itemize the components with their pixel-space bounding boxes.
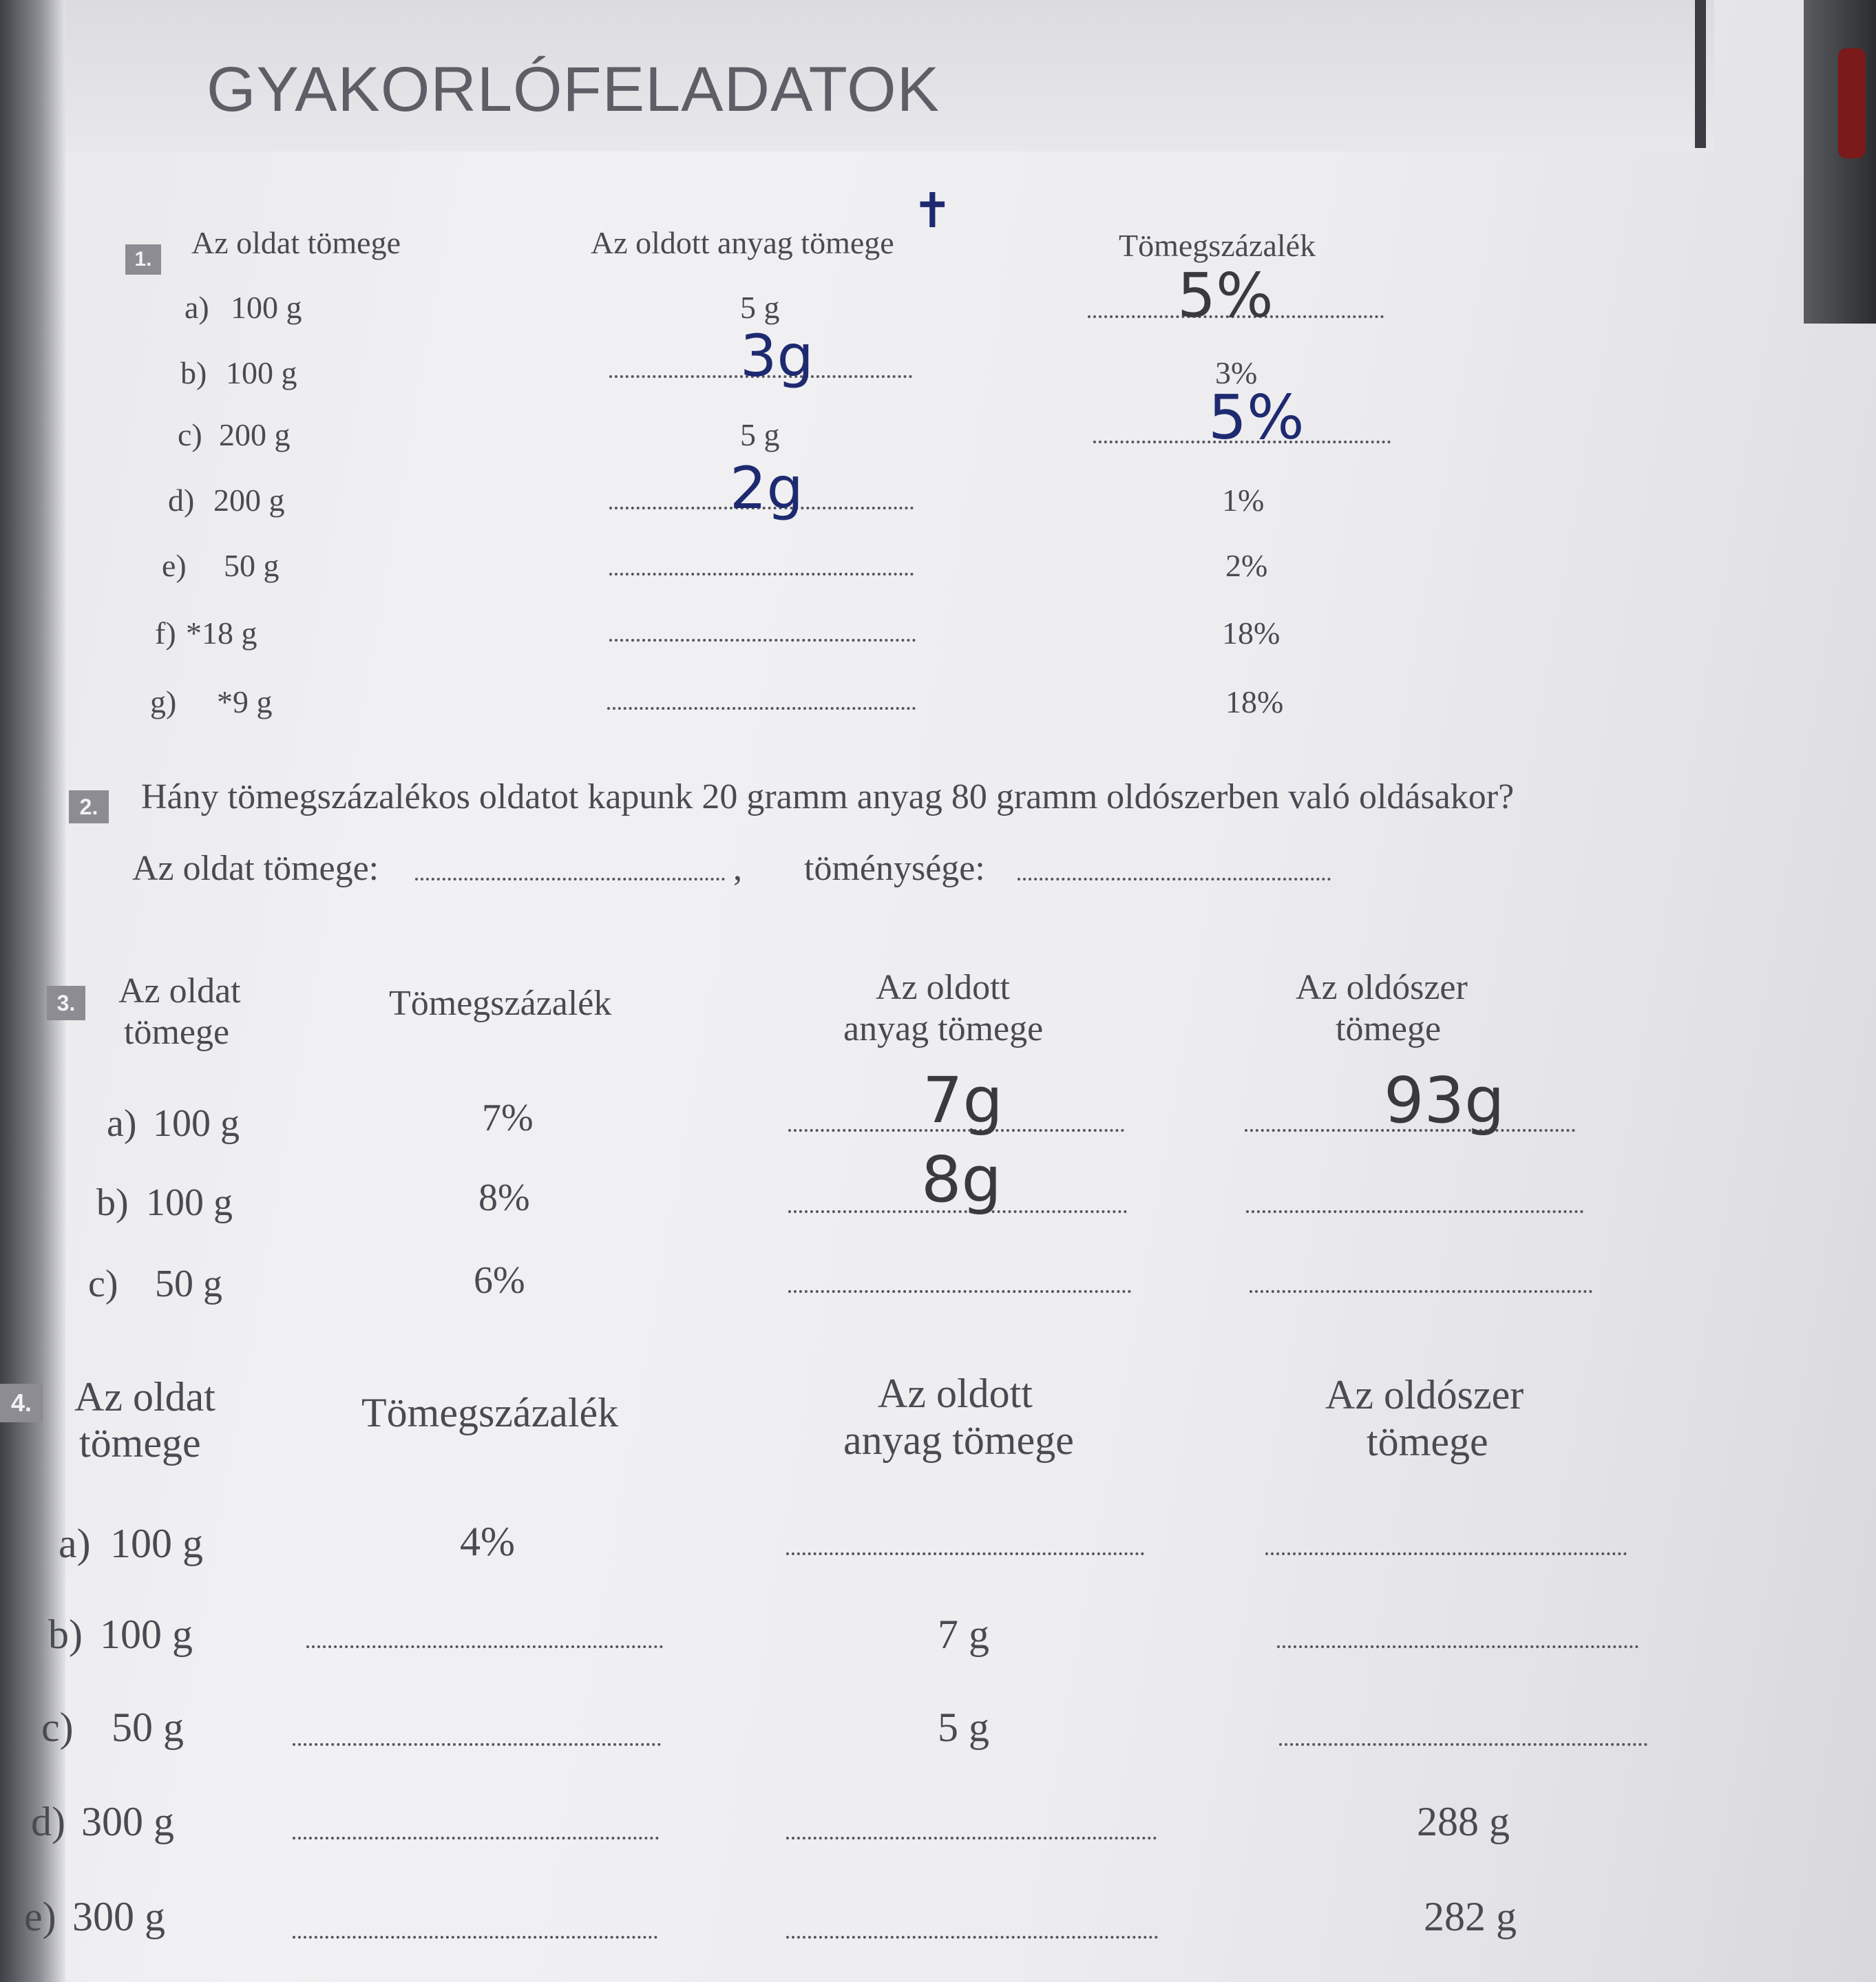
ex4-row-a-solute-blank[interactable] bbox=[786, 1552, 1144, 1555]
ex3-row-b-label: b) bbox=[96, 1181, 129, 1224]
ex4-row-b-solute: 7 g bbox=[938, 1612, 989, 1657]
ex1-header-solute-mass: Az oldott anyag tömege bbox=[591, 225, 894, 260]
ex1-header-mass-percent: Tömegszázalék bbox=[1119, 228, 1316, 263]
handwritten-answer: 2g bbox=[730, 454, 803, 522]
ex3-row-c-label: c) bbox=[88, 1263, 118, 1305]
ex4-header-mass-percent: Tömegszázalék bbox=[361, 1390, 619, 1435]
ex3-row-b-mass: 100 g bbox=[146, 1181, 233, 1224]
ex1-row-e-percent: 2% bbox=[1225, 548, 1268, 583]
ex1-row-b-percent: 3% bbox=[1215, 355, 1258, 390]
ex3-header-solvent-mass-1: Az oldószer bbox=[1296, 968, 1468, 1007]
ex2-question: Hány tömegszázalékos oldatot kapunk 20 gramm anyag 80 gramm oldószerben való oldásakor? bbox=[141, 777, 1515, 816]
ex4-row-b-percent-blank[interactable] bbox=[306, 1645, 663, 1648]
ex4-row-e-solute-blank[interactable] bbox=[786, 1936, 1158, 1939]
ex4-row-a-mass: 100 g bbox=[110, 1521, 203, 1566]
exercise-number-1: 1. bbox=[125, 244, 161, 275]
ex2-separator: , bbox=[733, 849, 742, 888]
ex1-row-d-percent: 1% bbox=[1222, 483, 1265, 518]
ex3-header-solute-mass-2: anyag tömege bbox=[843, 1009, 1044, 1048]
ex3-header-solution-mass-1: Az oldat bbox=[118, 971, 241, 1011]
ex1-row-a-label: a) bbox=[185, 290, 209, 325]
ex4-row-b-mass: 100 g bbox=[100, 1612, 193, 1657]
ex1-row-e-label: e) bbox=[162, 548, 187, 583]
ex1-row-d-mass: 200 g bbox=[213, 483, 285, 518]
ex4-row-b-label: b) bbox=[48, 1612, 83, 1657]
ex4-header-solution-mass-2: tömege bbox=[79, 1420, 201, 1466]
ex3-row-c-mass: 50 g bbox=[155, 1263, 222, 1305]
ex3-row-a-label: a) bbox=[107, 1102, 137, 1145]
ex1-row-g-label: g) bbox=[150, 684, 177, 719]
ex1-row-a-solute: 5 g bbox=[740, 290, 780, 325]
ex1-row-b-mass: 100 g bbox=[226, 355, 297, 390]
handwritten-answer: 3g bbox=[740, 322, 814, 390]
ex1-row-f-label: f) bbox=[155, 615, 176, 651]
ex1-row-e-solute-blank[interactable] bbox=[609, 573, 914, 576]
ex4-header-solvent-mass-1: Az oldószer bbox=[1325, 1372, 1524, 1417]
ex4-row-e-label: e) bbox=[24, 1894, 56, 1939]
handwritten-mark: ✝ bbox=[912, 182, 953, 239]
ex4-header-solute-mass-2: anyag tömege bbox=[843, 1417, 1074, 1463]
ex4-row-d-solvent: 288 g bbox=[1417, 1799, 1510, 1844]
ex1-row-e-mass: 50 g bbox=[224, 548, 280, 583]
ex4-row-c-percent-blank[interactable] bbox=[293, 1743, 661, 1746]
ex4-row-e-percent-blank[interactable] bbox=[293, 1936, 657, 1939]
handwritten-answer: 8g bbox=[921, 1143, 1002, 1216]
ex4-row-a-percent: 4% bbox=[460, 1519, 515, 1564]
background-red-object bbox=[1838, 48, 1866, 158]
ex4-row-d-label: d) bbox=[31, 1799, 65, 1844]
ex4-row-a-label: a) bbox=[59, 1521, 91, 1566]
ex4-header-solute-mass-1: Az oldott bbox=[878, 1371, 1033, 1416]
ex3-row-c-solute-blank[interactable] bbox=[788, 1290, 1131, 1293]
ex3-header-solute-mass-1: Az oldott bbox=[876, 968, 1010, 1007]
background-object bbox=[1804, 0, 1876, 324]
ex3-row-b-solvent-blank[interactable] bbox=[1246, 1210, 1583, 1213]
ex2-solution-mass-label: Az oldat tömege: bbox=[132, 849, 379, 888]
ex1-row-g-mass: *9 g bbox=[217, 684, 273, 719]
ex1-row-f-percent: 18% bbox=[1222, 615, 1280, 651]
ex4-row-c-solvent-blank[interactable] bbox=[1279, 1743, 1647, 1746]
ex3-row-c-percent: 6% bbox=[474, 1259, 525, 1302]
handwritten-answer: 93g bbox=[1384, 1064, 1505, 1137]
ex4-row-d-percent-blank[interactable] bbox=[293, 1837, 659, 1839]
ex1-row-a-mass: 100 g bbox=[231, 290, 302, 325]
ex4-row-e-solvent: 282 g bbox=[1424, 1894, 1517, 1939]
exercise-number-4: 4. bbox=[0, 1384, 43, 1422]
ex4-row-c-solute: 5 g bbox=[938, 1705, 989, 1750]
ex1-row-b-label: b) bbox=[180, 355, 207, 390]
ex1-row-f-solute-blank[interactable] bbox=[609, 639, 916, 642]
handwritten-answer: 7g bbox=[923, 1064, 1003, 1137]
ex3-row-b-percent: 8% bbox=[478, 1177, 530, 1219]
ex4-row-c-mass: 50 g bbox=[112, 1705, 184, 1750]
ex1-row-f-mass: *18 g bbox=[186, 615, 257, 651]
ex2-concentration-blank[interactable] bbox=[1018, 878, 1331, 881]
ex1-row-c-mass: 200 g bbox=[219, 417, 291, 452]
ex4-row-c-label: c) bbox=[41, 1705, 74, 1750]
ex1-row-c-solute: 5 g bbox=[740, 417, 780, 452]
page-title: GYAKORLÓFELADATOK bbox=[207, 54, 940, 125]
ex2-solution-mass-blank[interactable] bbox=[415, 878, 725, 881]
ex4-row-a-solvent-blank[interactable] bbox=[1265, 1552, 1627, 1555]
ex3-header-solution-mass-2: tömege bbox=[124, 1013, 230, 1052]
ex1-row-d-label: d) bbox=[168, 483, 195, 518]
ex1-row-g-percent: 18% bbox=[1225, 684, 1284, 719]
ex3-row-a-mass: 100 g bbox=[153, 1102, 240, 1145]
ex1-row-c-label: c) bbox=[178, 417, 202, 452]
handwritten-answer: 5% bbox=[1208, 382, 1305, 453]
ex3-row-c-solvent-blank[interactable] bbox=[1250, 1290, 1592, 1293]
ex3-header-mass-percent: Tömegszázalék bbox=[389, 984, 612, 1023]
exercise-number-3: 3. bbox=[47, 986, 85, 1020]
ex4-row-d-solute-blank[interactable] bbox=[786, 1837, 1157, 1839]
ex4-row-b-solvent-blank[interactable] bbox=[1277, 1645, 1638, 1648]
handwritten-answer: 5% bbox=[1177, 260, 1274, 331]
ex1-row-g-solute-blank[interactable] bbox=[607, 707, 916, 710]
ex3-header-solvent-mass-2: tömege bbox=[1336, 1009, 1442, 1048]
ex2-concentration-label: töménysége: bbox=[804, 849, 985, 888]
ex4-row-e-mass: 300 g bbox=[72, 1894, 165, 1939]
ex4-header-solvent-mass-2: tömege bbox=[1367, 1419, 1488, 1464]
ex3-row-a-percent: 7% bbox=[482, 1097, 534, 1139]
ex4-row-d-mass: 300 g bbox=[81, 1799, 174, 1844]
ex4-header-solution-mass-1: Az oldat bbox=[74, 1374, 215, 1420]
ex1-header-solution-mass: Az oldat tömege bbox=[191, 225, 401, 260]
exercise-number-2: 2. bbox=[69, 790, 109, 823]
header-rule bbox=[1695, 0, 1706, 148]
